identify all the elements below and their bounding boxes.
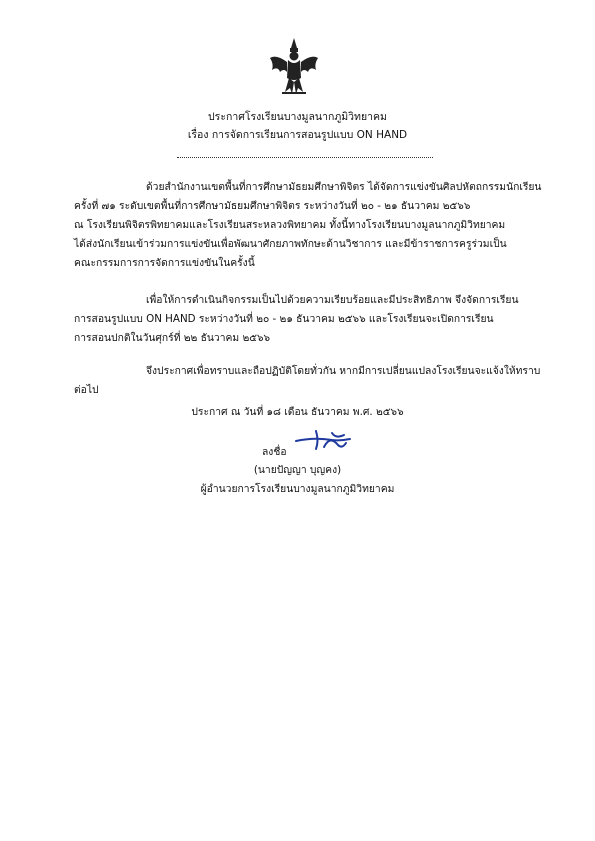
paragraph-line: ณ โรงเรียนพิจิตรพิทยาคมและโรงเรียนสระหลวงพิทยาคม ทั้งนี้ทางโรงเรียนบางมูลนากภูมิวิทยาคม xyxy=(74,219,506,231)
signer-name: (นายปัญญา บุญคง) xyxy=(253,464,342,476)
paragraph-3 xyxy=(74,362,541,400)
document-title: ประกาศโรงเรียนบางมูลนากภูมิวิทยาคม xyxy=(208,111,387,123)
document-subject: เรื่อง การจัดการเรียนการสอนรูปแบบ ON HAND xyxy=(187,129,408,141)
handwritten-signature xyxy=(292,427,354,453)
paragraph-line: ด้วยสำนักงานเขตพื้นที่การศึกษามัธยมศึกษาพิจิตร ได้จัดการแข่งขันศิลปหัตถกรรมนักเรียน xyxy=(146,181,542,193)
announcement-date: ประกาศ ณ วันที่ ๑๘ เดือน ธันวาคม พ.ศ. ๒๕๖๖ xyxy=(191,406,404,418)
paragraph-line: จึงประกาศเพื่อทราบและถือปฏิบัติโดยทั่วกัน หากมีการเปลี่ยนแปลงโรงเรียนจะแจ้งให้ทราบ xyxy=(146,365,541,377)
paragraph-1 xyxy=(74,178,542,273)
paragraph-line: ต่อไป xyxy=(74,384,99,396)
title-divider xyxy=(177,157,433,158)
paragraph-line: เพื่อให้การดำเนินกิจกรรมเป็นไปด้วยความเรียบร้อยและมีประสิทธิภาพ จึงจัดการเรียน xyxy=(146,294,519,306)
paragraph-2 xyxy=(74,291,534,348)
signer-position: ผู้อำนวยการโรงเรียนบางมูลนากภูมิวิทยาคม xyxy=(200,483,395,495)
paragraph-line: คณะกรรมการการจัดการแข่งขันในครั้งนี้ xyxy=(74,257,255,269)
paragraph-line: ได้ส่งนักเรียนเข้าร่วมการแข่งขันเพื่อพัฒนาศักยภาพทักษะด้านวิชาการ และมีข้าราชการครูร่วมเป็น xyxy=(74,238,507,250)
garuda-emblem-icon xyxy=(268,36,320,96)
sign-label: ลงชื่อ xyxy=(262,446,287,458)
paragraph-line: ครั้งที่ ๗๑ ระดับเขตพื้นที่การศึกษามัธยมศึกษาพิจิตร ระหว่างวันที่ ๒๐ - ๒๑ ธันวาคม ๒๕๖๖ xyxy=(74,200,471,212)
paragraph-line: การสอนปกติในวันศุกร์ที่ ๒๒ ธันวาคม ๒๕๖๖ xyxy=(74,332,271,344)
paragraph-line: การสอนรูปแบบ ON HAND ระหว่างวันที่ ๒๐ - ๒๑ ธันวาคม ๒๕๖๖ และโรงเรียนจะเปิดการเรียน xyxy=(74,313,494,325)
